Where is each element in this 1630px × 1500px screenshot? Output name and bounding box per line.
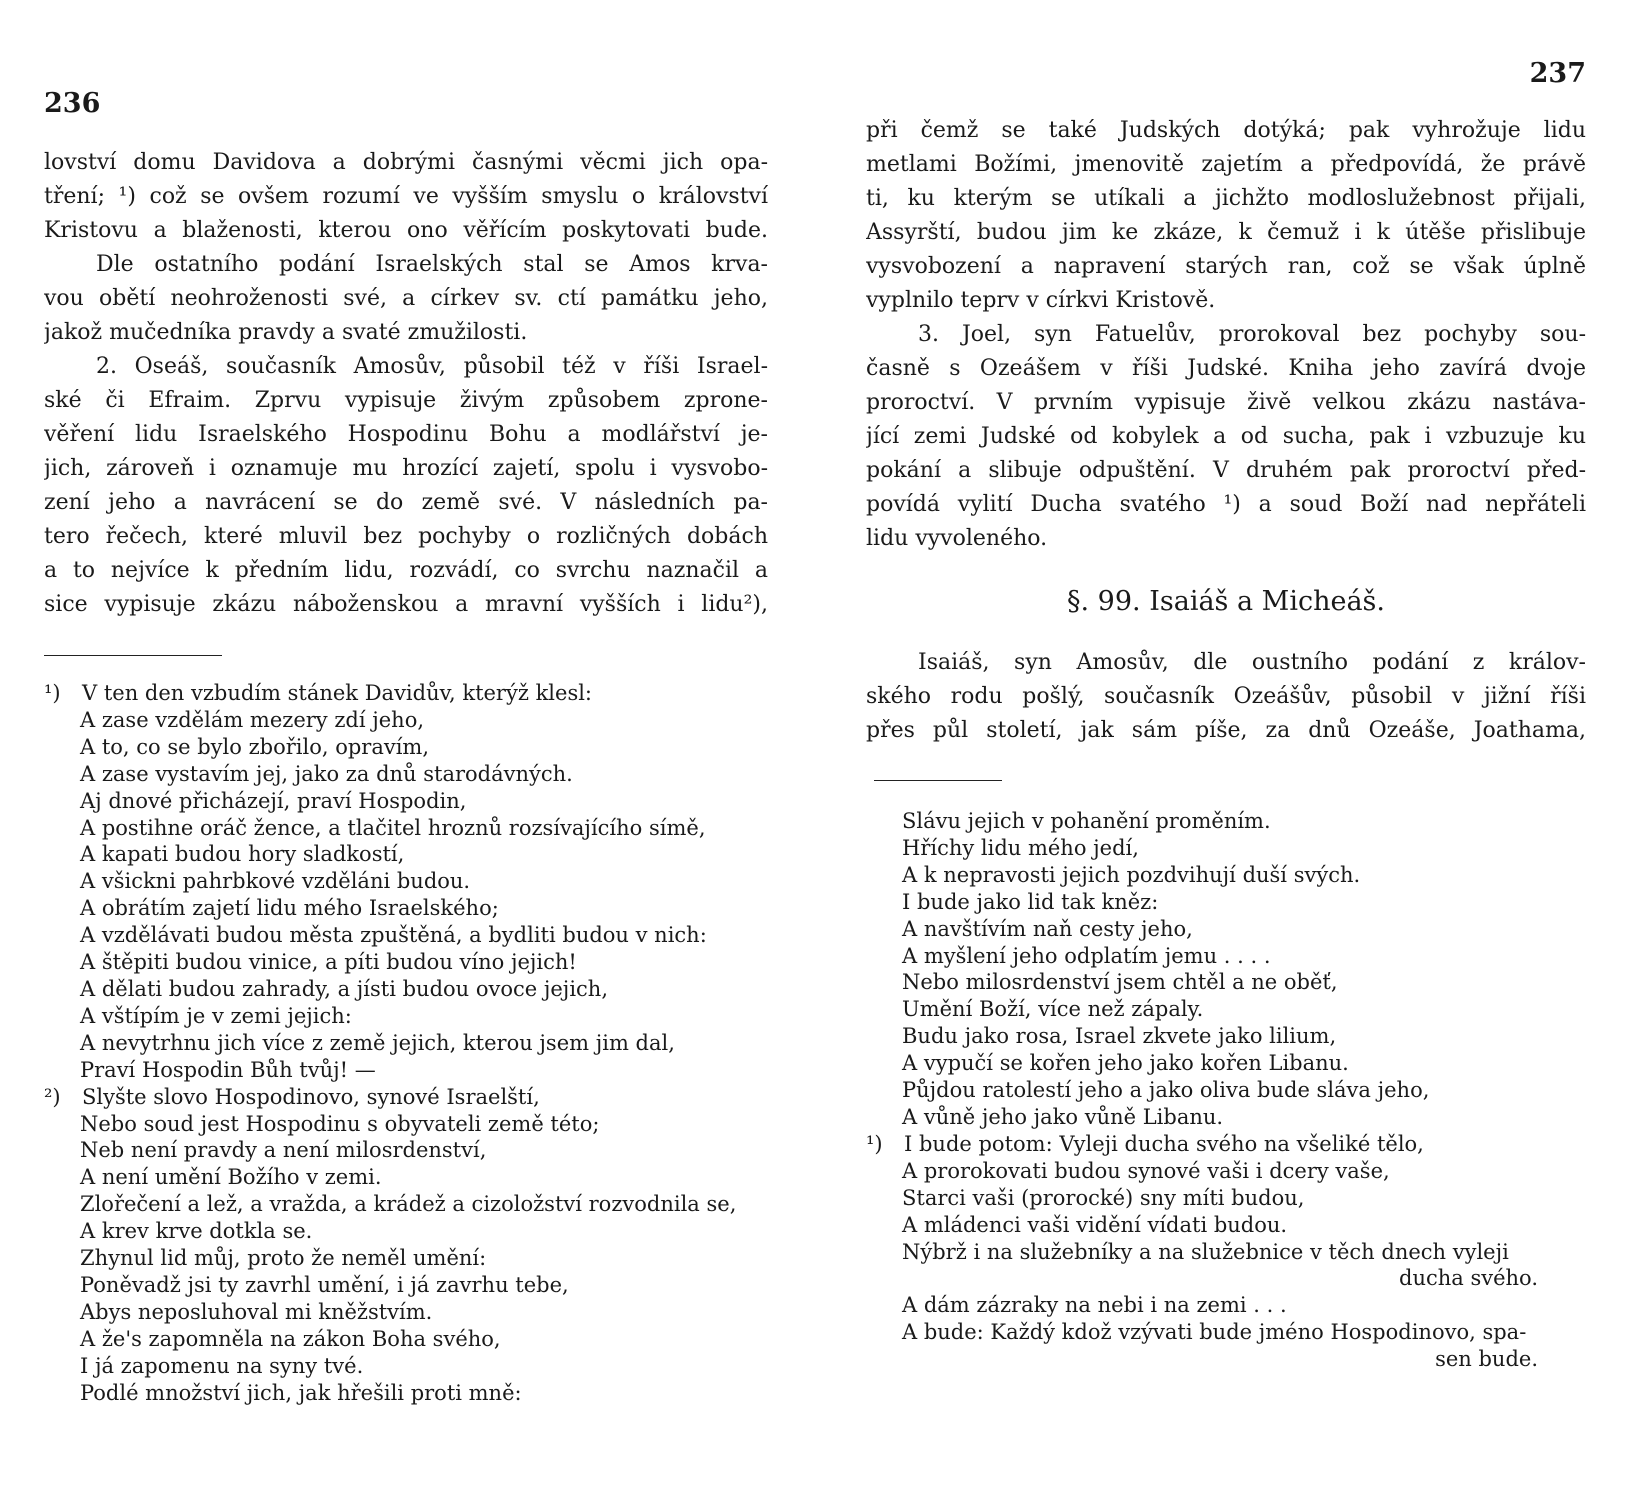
text-line: a to nejvíce k předním lidu, rozvádí, co svrchu naznačil a xyxy=(44,558,768,583)
text-line: vou obětí neohroženosti své, a církev sv. ctí památku jeho, xyxy=(44,286,768,311)
footnote-line: Zhynul lid můj, proto že neměl umění: xyxy=(80,1246,487,1271)
text-line: tero řečech, které mluvil bez pochyby o rozličných dobách xyxy=(44,524,768,549)
text-line: jící zemi Judské od kobylek a od sucha, pak i vzbuzuje ku xyxy=(866,424,1586,449)
left-page xyxy=(44,0,768,1500)
page-number: 237 xyxy=(1529,58,1586,89)
footnote-line: I bude jako lid tak kněz: xyxy=(902,889,1159,914)
footnote-line: A krev krve dotkla se. xyxy=(80,1219,313,1244)
footnotes xyxy=(44,680,768,1406)
text-line: 2. Oseáš, současník Amosův, působil též v říši Israel- xyxy=(96,354,768,379)
text-line: ského rodu pošlý, současník Ozeášův, působil v jižní říši xyxy=(866,684,1586,709)
text-line: ti, ku kterým se utíkali a jichžto modloslužebnost přijali, xyxy=(866,186,1586,211)
footnote-line: Nebo soud jest Hospodinu s obyvateli země této; xyxy=(80,1111,600,1136)
text-line: Assyrští, budou jim ke zkáze, k čemuž i k útěše přislibuje xyxy=(866,220,1586,245)
footnote-line: Starci vaši (prorocké) sny míti budou, xyxy=(902,1185,1305,1210)
footnote-line: A obrátím zajetí lidu mého Israelského; xyxy=(80,896,499,921)
footnote-line: Slávu jejich v pohanění proměním. xyxy=(902,809,1271,833)
footnote-line: Půjdou ratolestí jeho a jako oliva bude sláva jeho, xyxy=(902,1078,1430,1103)
footnote-line: A není umění Božího v zemi. xyxy=(80,1165,382,1190)
text-line: povídá vylití Ducha svatého ¹) a soud Boží nad nepřáteli xyxy=(866,492,1586,517)
text-line: vyplnilo teprv v církvi Kristově. xyxy=(866,288,1216,313)
footnote-line: A vypučí se kořen jeho jako kořen Libanu. xyxy=(902,1051,1349,1076)
footnote-marker: ¹) xyxy=(44,681,61,705)
text-line: jakož mučedníka pravdy a svaté zmužilosti. xyxy=(44,320,528,345)
text-line: při čemž se také Judských dotýká; pak vyhrožuje lidu xyxy=(866,118,1586,143)
text-line: věření lidu Israelského Hospodinu Bohu a modlářství je- xyxy=(44,422,768,447)
footnote-line: A navštívím naň cesty jeho, xyxy=(902,916,1193,941)
footnote-line: A k nepravosti jejich pozdvihují duší svých. xyxy=(902,862,1361,887)
footnote-line: A bude: Každý kdož vzývati bude jméno Hospodinovo, spa- xyxy=(902,1320,1527,1345)
footnote-line: ducha svého. xyxy=(1399,1266,1538,1291)
text-line: jich, zároveň i oznamuje mu hrozící zajetí, spolu i vysvobo- xyxy=(44,456,768,481)
footnote-line: ²) Slyšte slovo Hospodinovo, synové Israelští, xyxy=(44,1084,540,1109)
text-line: tření; ¹) což se ovšem rozumí ve vyšším smyslu o království xyxy=(44,184,768,209)
footnote-line: A to, co se bylo zbořilo, opravím, xyxy=(80,734,430,759)
footnote-line: A mládenci vaši vidění vídati budou. xyxy=(902,1212,1288,1237)
footnote-line: A štěpiti budou vinice, a píti budou víno jejich! xyxy=(80,950,577,975)
right-page xyxy=(866,0,1586,1500)
footnote-line: Abys neposluhoval mi kněžstvím. xyxy=(80,1299,433,1324)
footnote-line: Poněvadž jsi ty zavrhl umění, i já zavrhu tebe, xyxy=(80,1272,569,1297)
text-line: lidu vyvoleného. xyxy=(866,526,1048,551)
footnote-line: A že's zapomněla na zákon Boha svého, xyxy=(80,1326,501,1351)
text-line: časně s Ozeášem v říši Judské. Kniha jeho zavírá dvoje xyxy=(866,356,1586,381)
footnote-line: A dám zázraky na nebi i na zemi . . . xyxy=(902,1293,1287,1318)
footnote-line: A nevytrhnu jich více z země jejich, kterou jsem jim dal, xyxy=(80,1030,675,1055)
footnote-line: Nebo milosrdenství jsem chtěl a ne oběť, xyxy=(902,970,1338,995)
main-text xyxy=(866,114,1586,556)
text-line: Dle ostatního podání Israelských stal se Amos krva- xyxy=(96,252,768,277)
footnote-line: A vzdělávati budou města zpuštěná, a bydliti budou v nich: xyxy=(80,923,707,948)
footnote-line: Budu jako rosa, Israel zkvete jako lilium, xyxy=(902,1024,1337,1049)
footnote-line: ¹) I bude potom: Vyleji ducha svého na všeliké tělo, xyxy=(866,1131,1424,1156)
section-heading: §. 99. Isaiáš a Micheáš. xyxy=(1067,586,1385,617)
footnote-line: Aj dnové přicházejí, praví Hospodin, xyxy=(80,788,467,813)
text-line: lovství domu Davidova a dobrými časnými věcmi jich opa- xyxy=(44,150,768,175)
footnote-line: A myšlení jeho odplatím jemu . . . . xyxy=(902,943,1271,968)
footnote-line: Neb není pravdy a není milosrdenství, xyxy=(80,1138,487,1163)
footnote-line: Umění Boží, více než zápaly. xyxy=(902,997,1204,1022)
text-line: zení jeho a navrácení se do země své. V následních pa- xyxy=(44,490,768,515)
footnote-line: A zase vystavím jej, jako za dnů starodávných. xyxy=(80,761,573,786)
text-line: metlami Božími, jmenovitě zajetím a předpovídá, že právě xyxy=(866,152,1586,177)
text-line: Kristovu a blaženosti, kterou ono věřícím poskytovati bude. xyxy=(44,218,768,243)
footnote-line: Praví Hospodin Bůh tvůj! — xyxy=(80,1057,376,1082)
text-line: proroctví. V prvním vypisuje živě velkou zkázu nastáva- xyxy=(866,390,1586,415)
footnote-line: Hříchy lidu mého jedí, xyxy=(902,835,1139,860)
footnote-line: A dělati budou zahrady, a jísti budou ovoce jejich, xyxy=(80,976,608,1001)
text-line: přes půl století, jak sám píše, za dnů Ozeáše, Joathama, xyxy=(866,718,1586,743)
text-line: ské či Efraim. Zprvu vypisuje živým způsobem zprone- xyxy=(44,388,768,413)
footnote-line: A vůně jeho jako vůně Libanu. xyxy=(902,1104,1224,1129)
footnote-line: A zase vzdělám mezery zdí jeho, xyxy=(80,707,425,732)
footnote-line: A prorokovati budou synové vaši i dcery vaše, xyxy=(902,1158,1390,1183)
footnote-marker: ¹) xyxy=(866,1131,883,1156)
text-line: Isaiáš, syn Amosův, dle oustního podání z králov- xyxy=(918,650,1586,675)
text-line: vysvobození a napravení starých ran, což se však úplně xyxy=(866,254,1586,279)
page-number: 236 xyxy=(44,88,101,119)
footnote-rule xyxy=(44,655,222,656)
footnote-marker: ²) xyxy=(44,1084,61,1109)
section-text xyxy=(866,646,1586,748)
footnote-line: A postihne oráč žence, a tlačitel hroznů rozsívajícího símě, xyxy=(80,815,706,840)
footnote-line: A všickni pahrbkové vzděláni budou. xyxy=(80,869,471,894)
footnote-line: A kapati budou hory sladkostí, xyxy=(80,842,405,867)
footnote-line: ¹) V ten den vzbudím stánek Davidův, kterýž klesl: xyxy=(44,681,593,705)
footnote-line: I já zapomenu na syny tvé. xyxy=(80,1353,364,1378)
text-line: pokání a slibuje odpuštění. V druhém pak proroctví před- xyxy=(866,458,1586,483)
footnote-line: Zlořečení a lež, a vražda, a krádež a cizoložství rozvodnila se, xyxy=(80,1192,737,1217)
main-text xyxy=(44,146,768,622)
footnote-line: sen bude. xyxy=(1435,1347,1538,1372)
text-line: 3. Joel, syn Fatuelův, prorokoval bez pochyby sou- xyxy=(918,322,1586,347)
footnote-line: A vštípím je v zemi jejich: xyxy=(80,1003,352,1028)
text-line: sice vypisuje zkázu náboženskou a mravní vyšších i lidu²), xyxy=(44,592,768,617)
footnote-line: Nýbrž i na služebníky a na služebnice v těch dnech vyleji xyxy=(902,1239,1509,1264)
footnote-rule xyxy=(874,780,1002,781)
footnote-line: Podlé množství jich, jak hřešili proti mně: xyxy=(80,1380,522,1405)
footnotes xyxy=(866,808,1586,1373)
